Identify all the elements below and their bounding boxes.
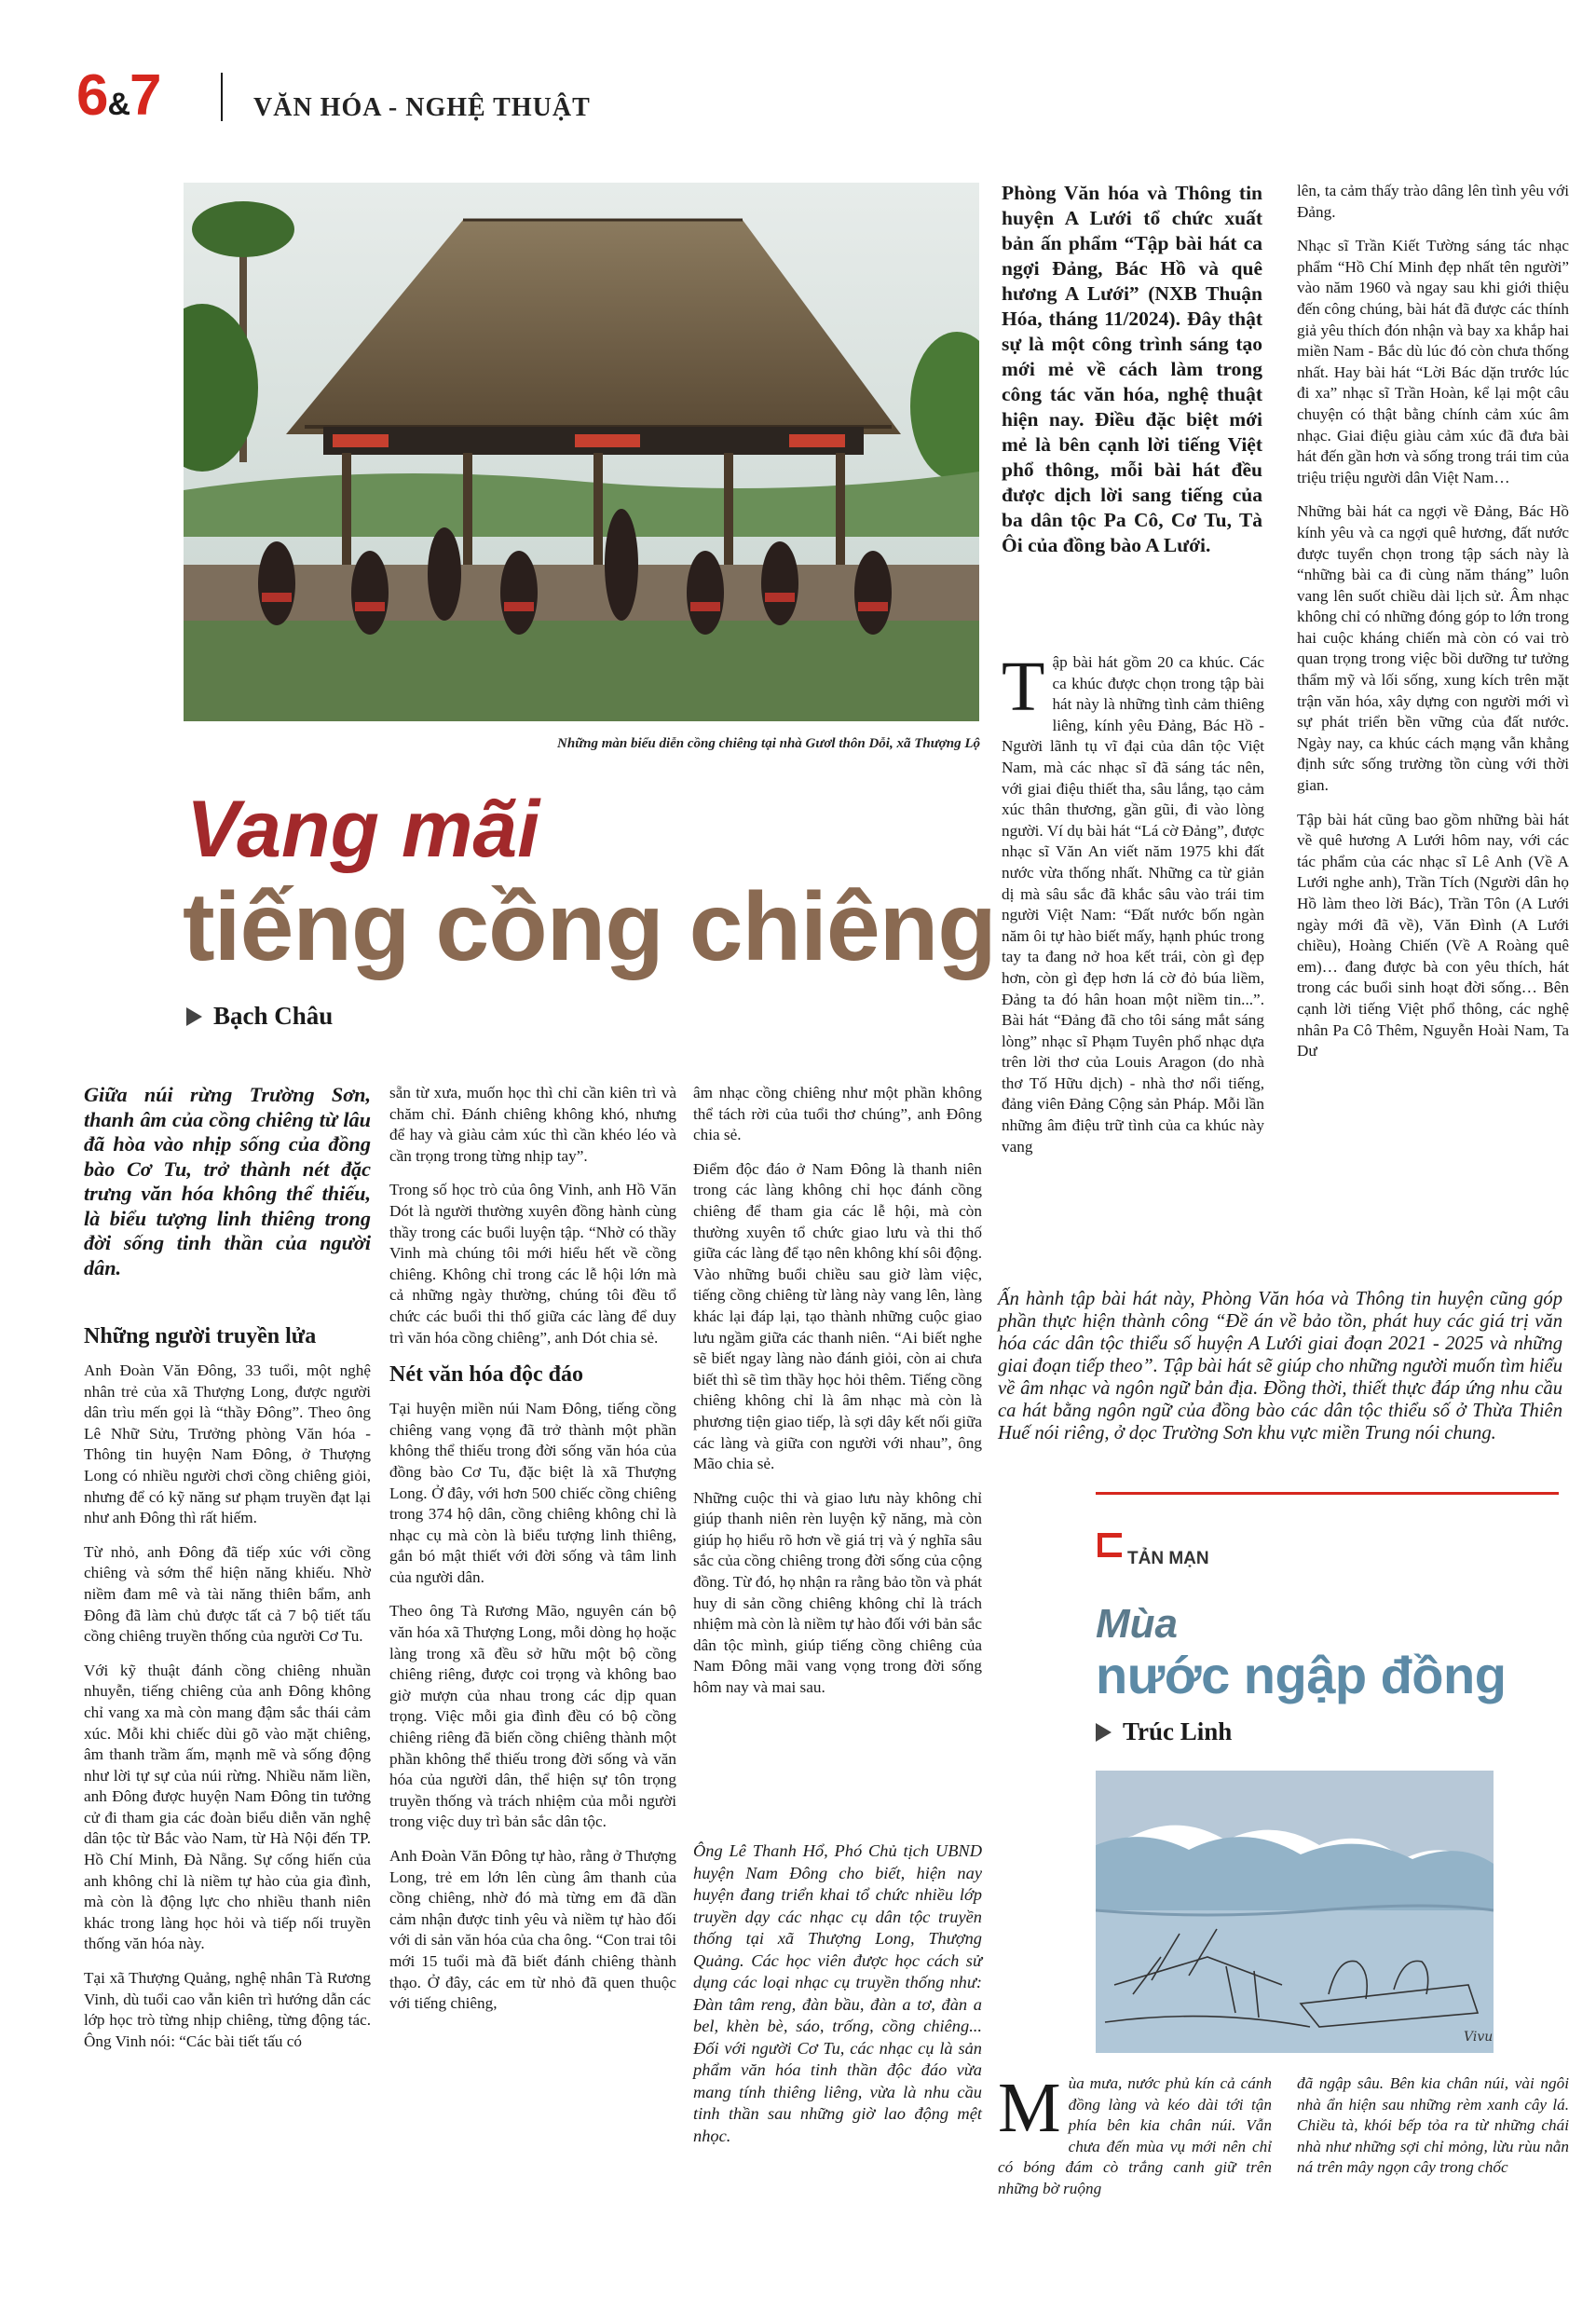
article-byline: Bạch Châu — [186, 1002, 333, 1031]
paragraph: Tập bài hát cũng bao gồm những bài hát về quê hương A Lưới hôm nay, với các tác phẩm của các nhạc sĩ Lê Anh (Về A Lưới nghe anh), Trần Tích (Người dân họ Hồ làm theo lời Bác), Trần Tôn (A Lưới ngày mới đã về), Văn Đình (A Lưới chiều), Hoàng Chiến (Về A Roàng quê em)… đang được bà con yêu thích, hát trong các buổi sinh hoạt đời sống… Bên cạnh lời tiếng Việt phổ thông, các nghệ nhân Pa Cô Thêm, Nguyễn Hoài Nam, Ta Dư — [1297, 810, 1569, 1060]
drop-cap: T — [1002, 648, 1045, 726]
sketch-illustration — [1096, 1771, 1494, 2053]
play-triangle-icon — [1096, 1723, 1112, 1742]
tanman-title-line1: Mùa — [1096, 1601, 1178, 1647]
paragraph: Anh Đoàn Văn Đông, 33 tuổi, một nghệ nhân trẻ của xã Thượng Long, được người dân trìu mến gọi là “thầy Đông”. Theo ông Lê Nhữ Sửu, Trưởng phòng Văn hóa - Thông tin huyện Nam Đông, ở Thượng Long có nhiều người chơi cồng chiêng giỏi, nhưng để có kỹ năng sư phạm truyền đạt lại như anh Đông thì rất hiếm. — [84, 1361, 371, 1527]
tanman-column-a: Mùa mưa, nước phủ kín cả cánh đồng làng và kéo dài tới tận phía bên kia chân núi. Vẫn chưa đến mùa vụ mới nên chỉ có bóng đám cò trắng canh giữ trên những bờ ruộng — [998, 2069, 1272, 2197]
paragraph: Tại huyện miền núi Nam Đông, tiếng cồng chiêng vang vọng đã trở thành một phần không thể thiếu trong đời sống văn hóa của đồng bào Cơ Tu, đặc biệt là xã Thượng Long. Ở đây, với hơn 500 chiếc cồng chiêng trong 374 hộ dân, cồng chiêng không chỉ là nhạc cụ mà còn là biểu tượng linh thiêng, gắn bó mật thiết với đời sống và tâm linh của người dân. — [389, 1400, 676, 1586]
paragraph: Từ nhỏ, anh Đông đã tiếp xúc với cồng chiêng và sớm thể hiện năng khiếu. Nhờ niềm đam mê và tài năng thiên bẩm, anh Đông đã làm chủ được tất cả 7 bộ tiết tấu cồng chiêng truyền thống của người Cơ Tu. — [84, 1542, 371, 1646]
paragraph: Nhạc sĩ Trần Kiết Tường sáng tác nhạc phẩm “Hồ Chí Minh đẹp nhất tên người” vào năm 1960 và ngay sau khi giới thiệu đến công chúng, bài hát đã được các thính giả yêu thích đón nhận và bay xa khắp hai miền Nam - Bắc dù lúc đó còn chưa thống nhất. Hay bài hát “Lời Bác dặn trước lúc đi xa” nhạc sĩ Trần Hoàn, kể lại một câu chuyện có thật bằng chính cảm xúc âm nhạc. Giai điệu giàu cảm xúc đã đưa bài hát đến gần hơn và sống trong trái tim của triệu triệu người dân Việt Nam… — [1297, 237, 1569, 486]
sidebar-column-a: Tập bài hát gồm 20 ca khúc. Các ca khúc được chọn trong tập bài hát này là những tình cảm thiêng liêng, kính yêu Đảng, Bác Hồ - Người lãnh tụ vĩ đại của dân tộc Việt Nam, mà các nhạc sĩ đã sáng tác nên, với giai điệu thiết tha, sâu lắng, tạo cảm xúc thân thương, gần gũi, đi vào lòng người. Ví dụ bài hát “Lá cờ Đảng”, được nhạc sĩ Văn An viết năm 1975 khi đất nước vừa thống nhất. Những ca từ giản dị mà sâu sắc đã khắc sâu vào trái tim người Việt Nam: “Đất nước bốn ngàn năm ôi tự hào biết mấy, hạnh phúc trong tay ta đang nở hoa kết trái, còn gì đẹp hơn, còn gì đẹp hơn lá cờ đỏ búa liềm, Đảng ta đó hân hoan một niềm tin...”. Bài hát “Đảng đã cho tôi sáng mắt sáng lòng” nhạc sĩ Phạm Tuyên phổ nhạc dựa trên lời thơ của Louis Aragon (do nhà thơ Tố Hữu dịch) - nhà thơ nổi tiếng, đảng viên Đảng Cộng sản Pháp. Mỗi lần những âm điệu trữ tình của ca khúc này vang — [1002, 648, 1264, 1156]
article-lead: Giữa núi rừng Trường Sơn, thanh âm của cồng chiêng từ lâu đã hòa vào nhịp sống của đồng bào Cơ Tu, trở thành nét đặc trưng văn hóa không thể thiếu, là biểu tượng linh thiêng trong đời sống tinh thần của người dân. — [84, 1083, 371, 1279]
sidebar-column-b — [1297, 181, 1569, 1075]
header-divider — [221, 73, 223, 121]
tanman-corner-mark — [1098, 1533, 1122, 1557]
paragraph: Điểm độc đáo ở Nam Đông là thanh niên trong các làng không chỉ học đánh cồng chiêng để tham gia các lễ hội, mà còn thường xuyên tổ chức giao lưu và thi thố giữa các làng để tạo nên không khí sôi động. Vào những buổi chiều sau giờ làm việc, tiếng cồng chiêng từ làng này vang lên, làng khác lại đáp lại, tạo thành những cuộc giao lưu ngầm giữa các thanh niên. “Ai biết nghe sẽ biết ngay làng nào đánh giỏi, còn ai chưa biết thì sẽ tìm thầy học hỏi thêm. Tiếng cồng chiêng không chỉ là âm nhạc mà còn là phương tiện giao tiếp, là sợi dây kết nối giữa các làng và giữa con người với nhau”, ông Mão chia sẻ. — [693, 1159, 982, 1473]
photo-illustration — [184, 183, 979, 721]
play-triangle-icon — [186, 1007, 202, 1026]
tanman-title-line2: nước ngập đồng — [1096, 1646, 1507, 1704]
flooded-field-sketch — [1096, 1771, 1494, 2053]
paragraph: âm nhạc cồng chiêng như một phần không thể tách rời của tuổi thơ chúng”, anh Đông chia sẻ. — [693, 1084, 982, 1144]
sketch-signature: Vivu — [1464, 2030, 1494, 2045]
article-title-line2: tiếng cồng chiêng — [183, 873, 996, 981]
paragraph: Với kỹ thuật đánh cồng chiêng nhuần nhuyễn, tiếng chiêng của anh Đông không chỉ vang xa mà còn mang đậm sắc thái cảm xúc. Mỗi khi chiếc dùi gõ vào mặt chiêng, âm thanh trầm ấm, mạnh mẽ và sống động như lời tự sự của núi rừng. Nhiều năm liền, anh Đông được huyện Nam Đông tin tưởng cử đi tham gia các đoàn biểu diễn văn nghệ dân tộc từ Bắc vào Nam, từ Hà Nội đến TP. Hồ Chí Minh, Đà Nẵng. Sự cống hiến của anh không chỉ là niềm tự hào của gia đình, mà còn là động lực cho nhiều thanh niên khác trong làng học hỏi và tiếp nối truyền thống văn hóa này. — [84, 1661, 371, 1953]
article-column-3 — [693, 1083, 982, 1712]
tanman-label: TẢN MẠN — [1127, 1549, 1209, 1568]
subheading: Nét văn hóa độc đáo — [389, 1362, 584, 1388]
tanman-top-rule — [1096, 1492, 1559, 1495]
article-highlight-note: Ông Lê Thanh Hổ, Phó Chủ tịch UBND huyện Nam Đông cho biết, hiện nay huyện đang triển khai tổ chức nhiều lớp truyền dạy các nhạc cụ dân tộc truyền thống tại xã Thượng Long, Thượng Quảng. Các học viên được học cách sử dụng các loại nhạc cụ truyền thống như: Đàn tâm reng, đàn bầu, đàn a tơ, đàn a bel, khèn bè, sáo, trống, cồng chiêng... Đối với người Cơ Tu, các nhạc cụ là sản phẩm văn hóa tinh thần độc đáo vừa mang tính thiêng liêng, vừa là nhu cầu tinh thần sau những giờ lao động mệt nhọc. — [693, 1841, 982, 2145]
page-number: 6&7 — [76, 63, 161, 128]
sidebar-intro: Phòng Văn hóa và Thông tin huyện A Lưới tổ chức xuất bản ấn phẩm “Tập bài hát ca ngợi Đảng, Bác Hồ và quê hương A Lưới” (NXB Thuận Hóa, tháng 11/2024). Đây thật sự là một công trình sáng tạo mới mẻ về cách làm trong công tác văn hóa, nghệ thuật hiện nay. Điều đặc biệt mới mẻ là bên cạnh lời tiếng Việt phổ thông, mỗi bài hát đều được dịch lời sang tiếng của ba dân tộc Pa Cô, Cơ Tu, Tà Ôi của đồng bào A Lưới. — [1002, 182, 1262, 556]
article-title-line1: Vang mãi — [186, 785, 540, 874]
paragraph: Những bài hát ca ngợi về Đảng, Bác Hồ kính yêu và ca ngợi quê hương, đất nước được tuyển chọn trong tập sách này là “những bài ca đi cùng năm tháng” luôn vang lên suốt chiều dài lịch sử. Âm nhạc không chỉ có những đóng góp to lớn trong hai cuộc kháng chiến mà còn có vai trò quan trọng trong việc bồi dưỡng tư tưởng thẩm mỹ và lối sống, xung kích trên mặt trận văn hóa, xây dựng con người mới vì sự phát triển bền vững của đất nước. Ngày nay, ca khúc cách mạng vẫn khẳng định sức sống trường tồn cùng với thời gian. — [1297, 502, 1569, 795]
paragraph: Những cuộc thi và giao lưu này không chỉ giúp thanh niên rèn luyện kỹ năng, mà còn giúp họ hiểu rõ hơn về giá trị và ý nghĩa sâu sắc của cồng chiêng trong đời sống của cộng đồng. Từ đó, họ nhận ra rằng bảo tồn và phát huy di sản cồng chiêng không chỉ là trách nhiệm mà còn là niềm tự hào đối với bản sắc dân tộc mình, giúp tiếng cồng chiêng của Nam Đông mãi vang vọng trong đời sống hôm nay và mai sau. — [693, 1488, 982, 1697]
subheading: Những người truyền lửa — [84, 1324, 317, 1348]
sidebar-closing-note: Ấn hành tập bài hát này, Phòng Văn hóa và Thông tin huyện cũng góp phần thực hiện thành công “Đề án về bảo tồn, phát huy các giá trị văn hóa các dân tộc thiểu số huyện A Lưới giai đoạn 2021 - 2025 và những giai đoạn tiếp theo”. Tập bài hát sẽ giúp cho những người muốn tìm hiểu về âm nhạc và ngôn ngữ bản địa. Đồng thời, thiết thực đáp ứng nhu cầu ca hát bằng ngôn ngữ của đồng bào các dân tộc thiểu số ở Thừa Thiên Huế nói riêng, ở dọc Trường Sơn khu vực miền Trung nói chung. — [998, 1289, 1562, 1443]
gong-performance-photo — [184, 183, 979, 721]
drop-cap: M — [998, 2069, 1061, 2147]
paragraph: lên, ta cảm thấy trào dâng lên tình yêu với Đảng. — [1297, 182, 1569, 221]
article-column-2 — [389, 1083, 676, 2028]
article-column-1 — [84, 1323, 371, 2065]
paragraph: sẵn từ xưa, muốn học thì chỉ cần kiên trì và chăm chỉ. Đánh chiêng không khó, nhưng để hay và giàu cảm xúc thì cần khéo léo và cần trọng trong từng nhịp tay”. — [389, 1084, 676, 1165]
section-title: VĂN HÓA - NGHỆ THUẬT — [253, 93, 591, 122]
paragraph: Trong số học trò của ông Vinh, anh Hồ Văn Dót là người thường xuyên đồng hành cùng thầy trong các buổi luyện tập. “Nhờ có thầy Vinh mà chúng tôi mới hiểu hết về cồng chiêng. Không chỉ trong các lễ hội lớn mà cả những ngày thường, chúng tôi đều tổ chức các buổi thi thố giữa các làng để duy trì văn hóa cồng chiêng”, anh Dót chia sẻ. — [389, 1181, 676, 1347]
tanman-column-b: đã ngập sâu. Bên kia chân núi, vài ngôi nhà ẩn hiện sau những rèm xanh cây lá. Chiều tà, khói bếp tỏa ra từ những chái nhà như những sợi chỉ mỏng, lừu rùu nằn ná trên mây ngọn cây trong chốc — [1297, 2074, 1569, 2177]
tanman-byline: Trúc Linh — [1096, 1717, 1232, 1746]
paragraph: Tại xã Thượng Quảng, nghệ nhân Tà Rương Vinh, dù tuổi cao vẫn kiên trì hướng dẫn các lớp học trò từng nhịp chiêng, từng động tác. Ông Vinh nói: “Các bài tiết tấu có — [84, 1969, 371, 2050]
paragraph: Anh Đoàn Văn Đông tự hào, rằng ở Thượng Long, trẻ em lớn lên cùng âm thanh của cồng chiêng, nhờ đó mà từng em đã dần cảm nhận được tinh yêu và niềm tự hào đối với di sản văn hóa của cha ông. “Con trai tôi mới 15 tuổi mà đã biết đánh chiêng thành thạo. Ở đây, các em từ nhỏ đã quen thuộc với tiếng chiêng, — [389, 1847, 676, 2013]
photo-caption: Những màn biểu diễn cồng chiêng tại nhà Gươl thôn Dỗi, xã Thượng Lộ — [557, 736, 980, 751]
paragraph: Theo ông Tà Rương Mão, nguyên cán bộ văn hóa xã Thượng Long, mỗi dòng họ hoặc làng trong xã đều sở hữu một bộ cồng chiêng riêng, được coi trọng và không bao giờ mượn của nhau trong các dịp quan trọng. Việc mỗi gia đình đều có bộ cồng chiêng riêng đã biến cồng chiêng thành một phần không thể thiếu trong đời sống và văn hóa của người dân, thể hiện sự tôn trọng truyền thống và trách nhiệm của mỗi người trong việc duy trì bản sắc dân tộc. — [389, 1602, 676, 1831]
